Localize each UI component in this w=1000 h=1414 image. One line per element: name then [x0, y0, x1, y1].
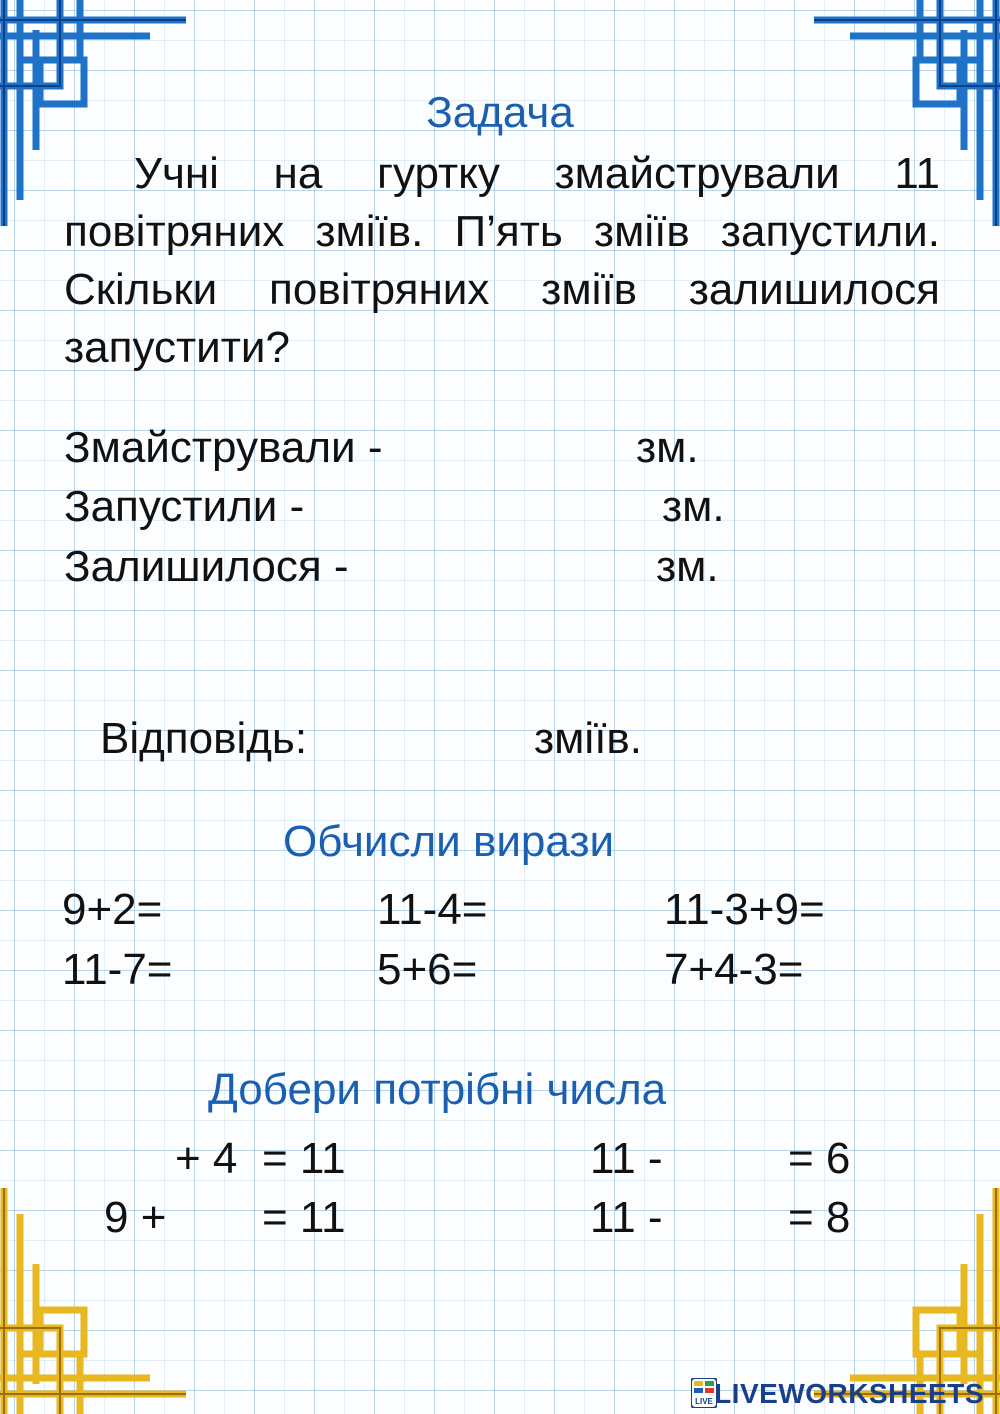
expression: 9+2= [62, 885, 163, 934]
remaining-unit: зм. [656, 542, 719, 591]
missing-row3-right: = 6 [788, 1134, 851, 1183]
problem-title: Задача [426, 88, 574, 137]
expression: 5+6= [377, 945, 478, 994]
expression: 11-7= [62, 945, 173, 994]
missing-row1-left: + 4 [175, 1134, 238, 1183]
missing-row1-right: = 11 [262, 1134, 346, 1183]
made-unit: зм. [636, 423, 699, 472]
made-label: Змайстрували - [64, 423, 383, 472]
expression: 7+4-3= [664, 945, 804, 994]
missing-title: Добери потрібні числа [208, 1065, 667, 1114]
logo-text: LIVE [695, 1397, 713, 1406]
liveworksheets-watermark: LIVEWORKSHEETS [714, 1378, 984, 1409]
missing-row4-left: 11 - [590, 1193, 663, 1242]
expression: 11-3+9= [664, 885, 825, 934]
launched-unit: зм. [662, 482, 725, 531]
missing-row2-right: = 11 [262, 1193, 346, 1242]
remaining-label: Залишилося - [64, 542, 349, 591]
compute-title: Обчисли вирази [283, 817, 615, 866]
missing-row3-left: 11 - [590, 1134, 663, 1183]
missing-row4-right: = 8 [788, 1193, 851, 1242]
missing-row2-left: 9 + [104, 1193, 167, 1242]
expression: 11-4= [377, 885, 488, 934]
problem-text: Учні на гуртку змайстрували 11 повітряних зміїв. П’ять зміїв запустили. Скільки повітряних зміїв залишилося запустити? [64, 149, 940, 372]
launched-label: Запустили - [64, 482, 305, 531]
answer-label: Відповідь: [100, 714, 308, 763]
answer-unit: зміїв. [534, 714, 643, 763]
